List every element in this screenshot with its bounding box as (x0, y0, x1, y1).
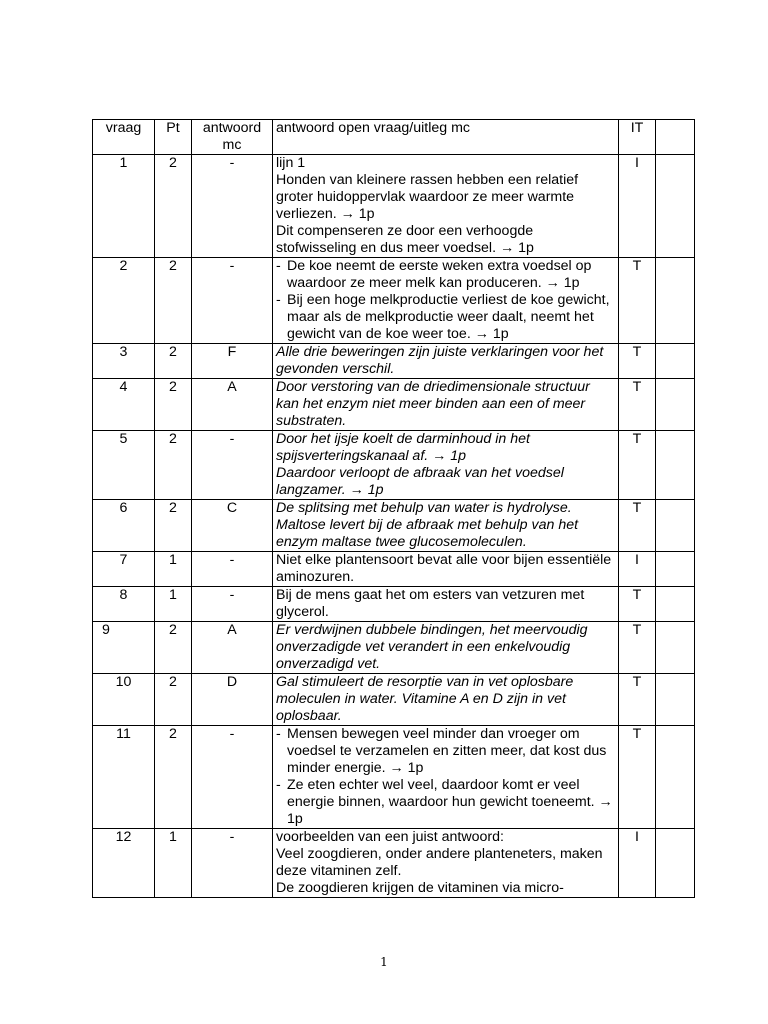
cell-it: T (619, 587, 656, 622)
bullet-dash: - (276, 777, 281, 793)
cell-empty (656, 587, 695, 622)
table-row (93, 344, 695, 379)
answer-line: Bij de mens gaat het om esters van vetzuren met glycerol. (276, 587, 585, 620)
answer-line: De splitsing met behulp van water is hydrolyse. Maltose levert bij de afbraak met behulp van het enzym maltase twee glucosemoleculen. (276, 500, 579, 550)
answer-line: De zoogdieren krijgen de vitaminen via micro- (276, 880, 564, 896)
answer-bullet (276, 258, 615, 292)
table-row (93, 622, 695, 674)
cell-empty (656, 155, 695, 258)
cell-pt: 1 (155, 829, 192, 898)
table-row (93, 155, 695, 258)
cell-mc: - (192, 587, 273, 622)
table-row (93, 587, 695, 622)
header-antwoord-open: antwoord open vraag/uitleg mc (273, 120, 619, 155)
cell-it: T (619, 258, 656, 344)
cell-pt: 2 (155, 674, 192, 726)
cell-vraag: 10 (93, 674, 155, 726)
cell-pt: 2 (155, 500, 192, 552)
cell-vraag: 8 (93, 587, 155, 622)
answer-line: lijn 1 (276, 155, 306, 171)
cell-vraag: 3 (93, 344, 155, 379)
table-row (93, 829, 695, 898)
cell-pt: 2 (155, 431, 192, 500)
cell-answer (273, 431, 619, 500)
cell-vraag: 2 (93, 258, 155, 344)
answer-line: Niet elke plantensoort bevat alle voor bijen essentiële aminozuren. (276, 552, 612, 585)
cell-vraag: 11 (93, 726, 155, 829)
cell-it: T (619, 500, 656, 552)
cell-answer (273, 552, 619, 587)
cell-empty (656, 379, 695, 431)
cell-answer (273, 344, 619, 379)
header-antwoord-mc: antwoord mc (192, 120, 273, 155)
cell-answer (273, 829, 619, 898)
cell-vraag: 12 (93, 829, 155, 898)
cell-pt: 1 (155, 552, 192, 587)
cell-answer (273, 674, 619, 726)
cell-it: I (619, 829, 656, 898)
cell-answer (273, 726, 619, 829)
bullet-text: Bij een hoge melkproductie verliest de koe gewicht, maar als de melkproductie weer daalt, neemt het gewicht van de koe weer toe. → 1p (287, 292, 610, 342)
cell-it: T (619, 622, 656, 674)
header-row (93, 120, 695, 155)
answer-line: Dit compenseren ze door een verhoogde stofwisseling en dus meer voedsel. → 1p (276, 223, 534, 256)
cell-mc: - (192, 431, 273, 500)
table-row (93, 674, 695, 726)
cell-empty (656, 726, 695, 829)
bullet-text: Mensen bewegen veel minder dan vroeger om voedsel te verzamelen en zitten meer, dat kost dus minder energie. → 1p (287, 726, 607, 776)
header-empty (656, 120, 695, 155)
cell-mc: - (192, 552, 273, 587)
cell-empty (656, 344, 695, 379)
cell-answer (273, 155, 619, 258)
answer-bullet (276, 292, 615, 343)
answer-bullet (276, 777, 615, 828)
cell-mc: - (192, 155, 273, 258)
answer-key-table (92, 119, 695, 898)
cell-mc: - (192, 726, 273, 829)
cell-vraag: 1 (93, 155, 155, 258)
cell-pt: 2 (155, 726, 192, 829)
cell-mc: D (192, 674, 273, 726)
cell-empty (656, 431, 695, 500)
cell-mc: F (192, 344, 273, 379)
answer-line: Door het ijsje koelt de darminhoud in het spijsverteringskanaal af. → 1p (276, 431, 530, 464)
cell-answer (273, 258, 619, 344)
cell-mc: C (192, 500, 273, 552)
answer-line: Gal stimuleert de resorptie van in vet oplosbare moleculen in water. Vitamine A en D zijn in vet oplosbaar. (276, 674, 574, 724)
cell-answer (273, 379, 619, 431)
cell-it: I (619, 552, 656, 587)
answer-bullet (276, 726, 615, 777)
cell-vraag: 7 (93, 552, 155, 587)
cell-it: T (619, 344, 656, 379)
answer-line: voorbeelden van een juist antwoord: (276, 829, 504, 845)
cell-empty (656, 552, 695, 587)
cell-pt: 2 (155, 155, 192, 258)
cell-mc: A (192, 622, 273, 674)
cell-vraag: 6 (93, 500, 155, 552)
table-row (93, 500, 695, 552)
table-row (93, 258, 695, 344)
bullet-dash: - (276, 258, 281, 274)
bullet-text: Ze eten echter wel veel, daardoor komt er veel energie binnen, waardoor hun gewicht toeneemt. → 1p (287, 777, 613, 827)
cell-empty (656, 622, 695, 674)
cell-pt: 2 (155, 379, 192, 431)
page-number: 1 (380, 955, 388, 969)
table-row (93, 379, 695, 431)
cell-answer (273, 622, 619, 674)
cell-empty (656, 500, 695, 552)
answer-line: Alle drie beweringen zijn juiste verklaringen voor het gevonden verschil. (276, 344, 604, 377)
cell-empty (656, 674, 695, 726)
cell-pt: 1 (155, 587, 192, 622)
cell-empty (656, 829, 695, 898)
cell-pt: 2 (155, 344, 192, 379)
bullet-dash: - (276, 292, 281, 308)
table-row (93, 552, 695, 587)
answer-line: Daardoor verloopt de afbraak van het voedsel langzamer. → 1p (276, 465, 564, 498)
cell-vraag: 4 (93, 379, 155, 431)
cell-it: T (619, 379, 656, 431)
cell-it: T (619, 726, 656, 829)
answer-line: Door verstoring van de driedimensionale structuur kan het enzym niet meer binden aan een of meer substraten. (276, 379, 590, 429)
cell-it: T (619, 431, 656, 500)
cell-answer (273, 500, 619, 552)
cell-pt: 2 (155, 258, 192, 344)
cell-vraag: 5 (93, 431, 155, 500)
cell-it: I (619, 155, 656, 258)
table-row (93, 431, 695, 500)
bullet-dash: - (276, 726, 281, 742)
cell-pt: 2 (155, 622, 192, 674)
cell-it: T (619, 674, 656, 726)
answer-line: Honden van kleinere rassen hebben een relatief groter huidoppervlak waardoor ze meer warmte verliezen. → 1p (276, 172, 579, 222)
cell-mc: - (192, 258, 273, 344)
header-it: IT (619, 120, 656, 155)
answer-line: Er verdwijnen dubbele bindingen, het meervoudig onverzadigde vet verandert in een enkelvoudig onverzadigd vet. (276, 622, 588, 672)
answer-line: Veel zoogdieren, onder andere planteneters, maken deze vitaminen zelf. (276, 846, 603, 879)
table-row (93, 726, 695, 829)
cell-vraag: 9 (93, 622, 155, 674)
cell-mc: - (192, 829, 273, 898)
header-pt: Pt (155, 120, 192, 155)
bullet-text: De koe neemt de eerste weken extra voedsel op waardoor ze meer melk kan produceren. → 1p (287, 258, 592, 291)
cell-mc: A (192, 379, 273, 431)
cell-answer (273, 587, 619, 622)
cell-empty (656, 258, 695, 344)
header-vraag: vraag (93, 120, 155, 155)
